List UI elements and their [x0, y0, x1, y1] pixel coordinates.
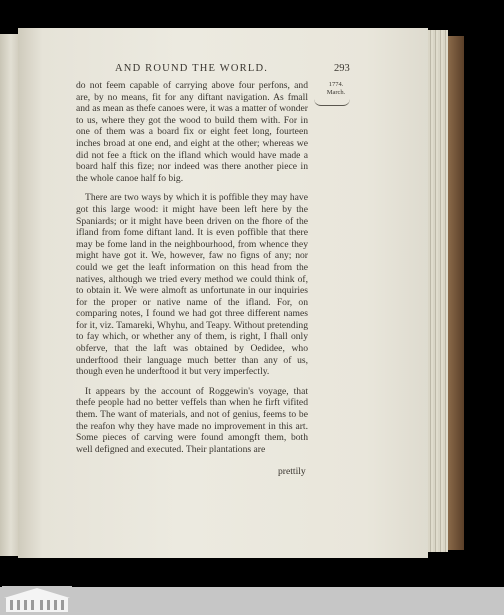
page-leaves-edge	[428, 30, 448, 552]
paragraph: do not feem capable of carrying above four perfons, and are, by no means, fit for any diftant navigation. As fmall and as mean as thefe canoes were, it was a matter of wonder to us, where they got the wood to build them with. For in one of them was a board fix or eight feet long, fourteen inches broad at one end, and eight at the other; whereas we did not fee a ftick on the ifland which would have made a board half this fize; nor indeed was there another piece in the whole canoe half fo big.	[76, 80, 308, 184]
margin-note	[318, 81, 354, 97]
paragraph: It appears by the account of Roggewin's voyage, that thefe people had no better veffels than when he firft vifited them. The want of materials, and not of genius, feems to be the reafon why they have made no improvement in this art. Some pieces of carving were found amongft them, both well defigned and executed. Their plantations are	[76, 385, 308, 455]
running-head: AND ROUND THE WORLD.	[115, 63, 269, 74]
page-number: 293	[334, 63, 350, 74]
book-cover-edge	[448, 36, 464, 550]
margin-note-year: 1774.	[328, 81, 344, 88]
margin-note-month: March.	[326, 89, 346, 96]
catchword: prettily	[278, 466, 306, 477]
viewer-footer-bar	[0, 587, 504, 615]
university-building-logo-icon	[2, 586, 72, 614]
left-page-edge	[0, 34, 18, 556]
body-text	[76, 80, 308, 455]
margin-note-brace	[314, 99, 350, 106]
paragraph: There are two ways by which it is poffible they may have got this large wood: it might have been left here by the Spaniards; or it might have been driven on the fhore of the ifland from fome diftant land. It is even poffible that there may be fome land in the neighbourhood, from whence they might have got it. We, however, faw no figns of any; nor could we get the leaft information on this head from the natives, although we tried every method we could think of, to obtain it. We were almoft as unfortunate in our inquiries for the proper or native name of the ifland. For, on comparing notes, I found we had got three different names for it, viz. Tamareki, Whyhu, and Teapy. Without pretending to fay which, or whether any of them, is right, I fhall only obferve, that the laft was obtained by Oedidee, who underftood their language much better than any of us, though even he underftood it but very imperfectly.	[76, 192, 308, 378]
